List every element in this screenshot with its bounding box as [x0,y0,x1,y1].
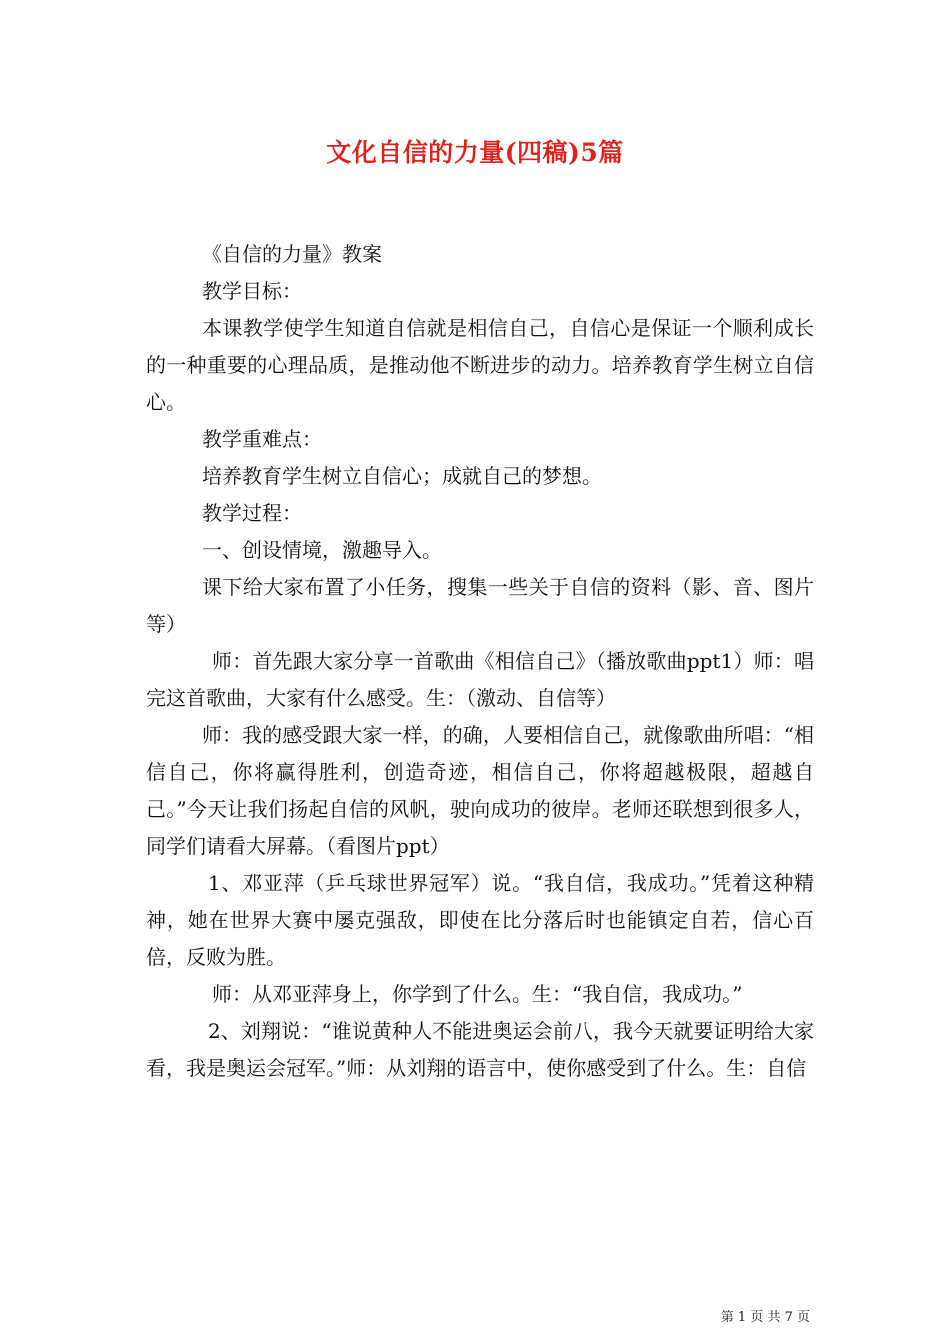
paragraph-key-points-heading: 教学重难点： [202,427,322,451]
paragraph-liu-xiang: 2、刘翔说：“谁说黄种人不能进奥运会前八，我今天就要证明给大家看，我是奥运会冠军。”师：从刘翔的语言中，使你感受到了什么。生：自信 [146,1019,814,1080]
document-title: 文化自信的力量(四稿)5篇 [326,138,624,167]
paragraph-deng-yaping: 1、邓亚萍（乒乓球世界冠军）说。“我自信，我成功。”凭着这种精神，她在世界大赛中屡克强敌，即使在比分落后时也能镇定自若，信心百倍，反败为胜。 [146,871,814,969]
document-body [146,236,814,1087]
paragraph-goal-heading: 教学目标： [202,279,302,303]
paragraph-key-points-text: 培养教育学生树立自信心；成就自己的梦想。 [202,464,602,488]
paragraph-deng-question: 师：从邓亚萍身上，你学到了什么。生：“我自信，我成功。” [212,982,743,1006]
paragraph-step-one: 一、创设情境，激趣导入。 [202,538,442,562]
paragraph-song: 师：首先跟大家分享一首歌曲《相信自己》（播放歌曲ppt1）师：唱完这首歌曲，大家有什么感受。生：（激动、自信等） [146,649,814,710]
paragraph-process-heading: 教学过程： [202,501,302,525]
page-number-footer: 第 1 页 共 7 页 [720,1310,810,1325]
paragraph-lesson-title: 《自信的力量》教案 [202,242,382,266]
paragraph-task: 课下给大家布置了小任务，搜集一些关于自信的资料（影、音、图片等） [146,575,814,636]
paragraph-goal-text: 本课教学使学生知道自信就是相信自己，自信心是保证一个顺利成长的一种重要的心理品质，是推动他不断进步的动力。培养教育学生树立自信心。 [146,316,814,414]
paragraph-teacher-feeling: 师：我的感受跟大家一样，的确，人要相信自己，就像歌曲所唱：“相信自己，你将赢得胜利，创造奇迹，相信自己，你将超越极限，超越自己。”今天让我们扬起自信的风帆，驶向成功的彼岸。老师还联想到很多人，同学们请看大屏幕。（看图片ppt） [146,723,814,858]
